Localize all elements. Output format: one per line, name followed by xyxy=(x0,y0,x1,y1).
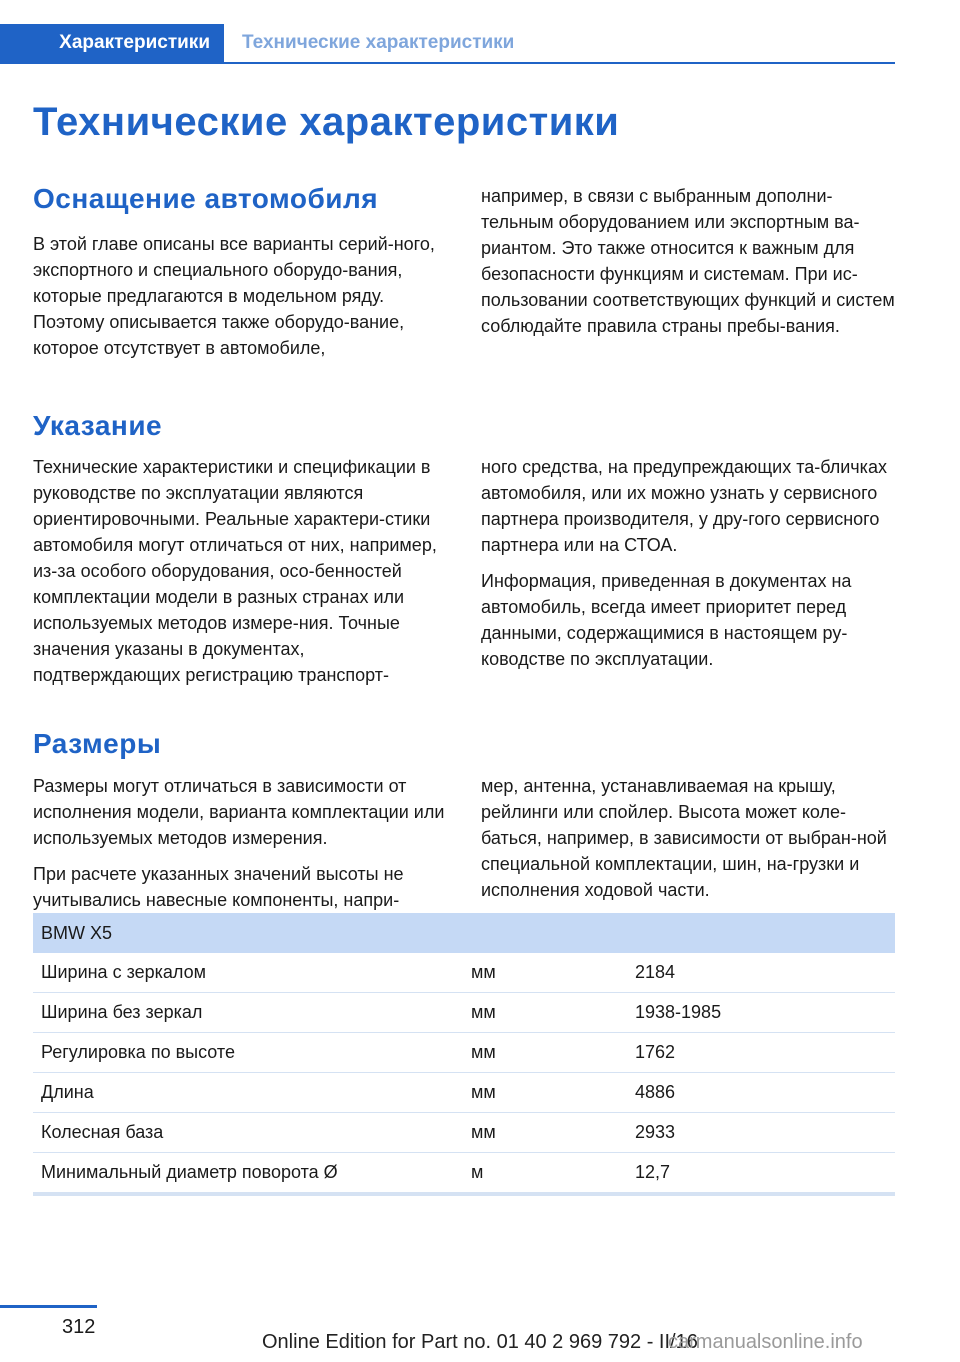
note-text-left xyxy=(33,454,448,698)
paragraph: Информация, приведенная в документах на автомобиль, всегда имеет приоритет перед данными, содержащимися в настоящем ру-ководстве по эксплуатации. xyxy=(481,571,852,669)
row-name: Регулировка по высоте xyxy=(33,1033,463,1073)
section-heading-note: Указание xyxy=(33,410,163,441)
footer-edition: Online Edition for Part no. 01 40 2 969 792 - II/16 xyxy=(262,1331,698,1353)
row-name: Длина xyxy=(33,1073,463,1113)
tab-characteristics[interactable]: Характеристики xyxy=(0,24,224,62)
section-heading-dimensions: Размеры xyxy=(33,728,162,759)
table-header-row xyxy=(33,913,895,953)
equipment-text-left xyxy=(33,231,448,371)
row-name: Ширина с зеркалом xyxy=(33,953,463,993)
row-name: Колесная база xyxy=(33,1113,463,1153)
dimensions-text-left xyxy=(33,773,448,923)
dimensions-text-right xyxy=(481,773,896,913)
table-row xyxy=(33,1073,895,1113)
table-row xyxy=(33,953,895,993)
tab-technical-characteristics[interactable]: Технические характеристики xyxy=(242,32,515,53)
row-unit: мм xyxy=(463,993,627,1033)
paragraph: Технические характеристики и спецификации в руководстве по эксплуатации являются ориентировочными. Реальные характери-стики автомобиля могут отличаться от них, например, из-за особого оборудования, осо-бенностей комплектации модели в разных странах или используемых методов измере-ния. Точные значения указаны в документах, подтверждающих регистрацию транспорт- xyxy=(33,457,437,685)
paragraph: например, в связи с выбранным дополни-тельным оборудованием или экспортным ва-риантом. Это также относится к важным для безопасности функциям и системам. При ис-пользовании соответствующих функций и систем соблюдайте правила страны пребы-вания. xyxy=(481,186,895,336)
table-header-model: BMW X5 xyxy=(33,913,895,953)
header-tabs xyxy=(0,24,895,64)
table-row xyxy=(33,1153,895,1195)
row-unit: мм xyxy=(463,1113,627,1153)
row-value: 1762 xyxy=(627,1033,895,1073)
row-unit: мм xyxy=(463,1073,627,1113)
watermark: carmanualsonline.info xyxy=(668,1331,863,1353)
row-name: Минимальный диаметр поворота Ø xyxy=(33,1153,463,1195)
paragraph: Размеры могут отличаться в зависимости от исполнения модели, варианта комплектации или используемых методов измерения. xyxy=(33,776,445,848)
paragraph: В этой главе описаны все варианты серий-ного, экспортного и специального оборудо-вания, которые предлагаются в модельном ряду. Поэтому описывается также оборудо-вание, которое отсутствует в автомобиле, xyxy=(33,234,435,358)
page-title: Технические характеристики xyxy=(33,100,620,144)
row-value: 12,7 xyxy=(627,1153,895,1195)
row-unit: мм xyxy=(463,953,627,993)
dimensions-table xyxy=(33,913,895,1196)
row-name: Ширина без зеркал xyxy=(33,993,463,1033)
row-value: 1938-1985 xyxy=(627,993,895,1033)
note-text-right xyxy=(481,454,896,682)
page-number: 312 xyxy=(62,1316,96,1338)
row-value: 2933 xyxy=(627,1113,895,1153)
row-unit: мм xyxy=(463,1033,627,1073)
paragraph: ного средства, на предупреждающих та-бличках автомобиля, или их можно узнать у сервисного партнера производителя, у дру-гого сервисного партнера или на СТОА. xyxy=(481,457,887,555)
paragraph: мер, антенна, устанавливаемая на крышу, рейлинги или спойлер. Высота может коле-баться, например, в зависимости от выбран-ной специальной комплектации, шин, на-грузки и исполнения ходовой части. xyxy=(481,776,887,900)
table-row xyxy=(33,1113,895,1153)
row-value: 2184 xyxy=(627,953,895,993)
paragraph: При расчете указанных значений высоты не учитывались навесные компоненты, напри- xyxy=(33,864,404,910)
equipment-text-right xyxy=(481,183,896,349)
row-value: 4886 xyxy=(627,1073,895,1113)
page-number-rule xyxy=(0,1305,97,1308)
row-unit: м xyxy=(463,1153,627,1195)
table-row xyxy=(33,1033,895,1073)
section-heading-equipment: Оснащение автомобиля xyxy=(33,183,379,214)
table-row xyxy=(33,993,895,1033)
